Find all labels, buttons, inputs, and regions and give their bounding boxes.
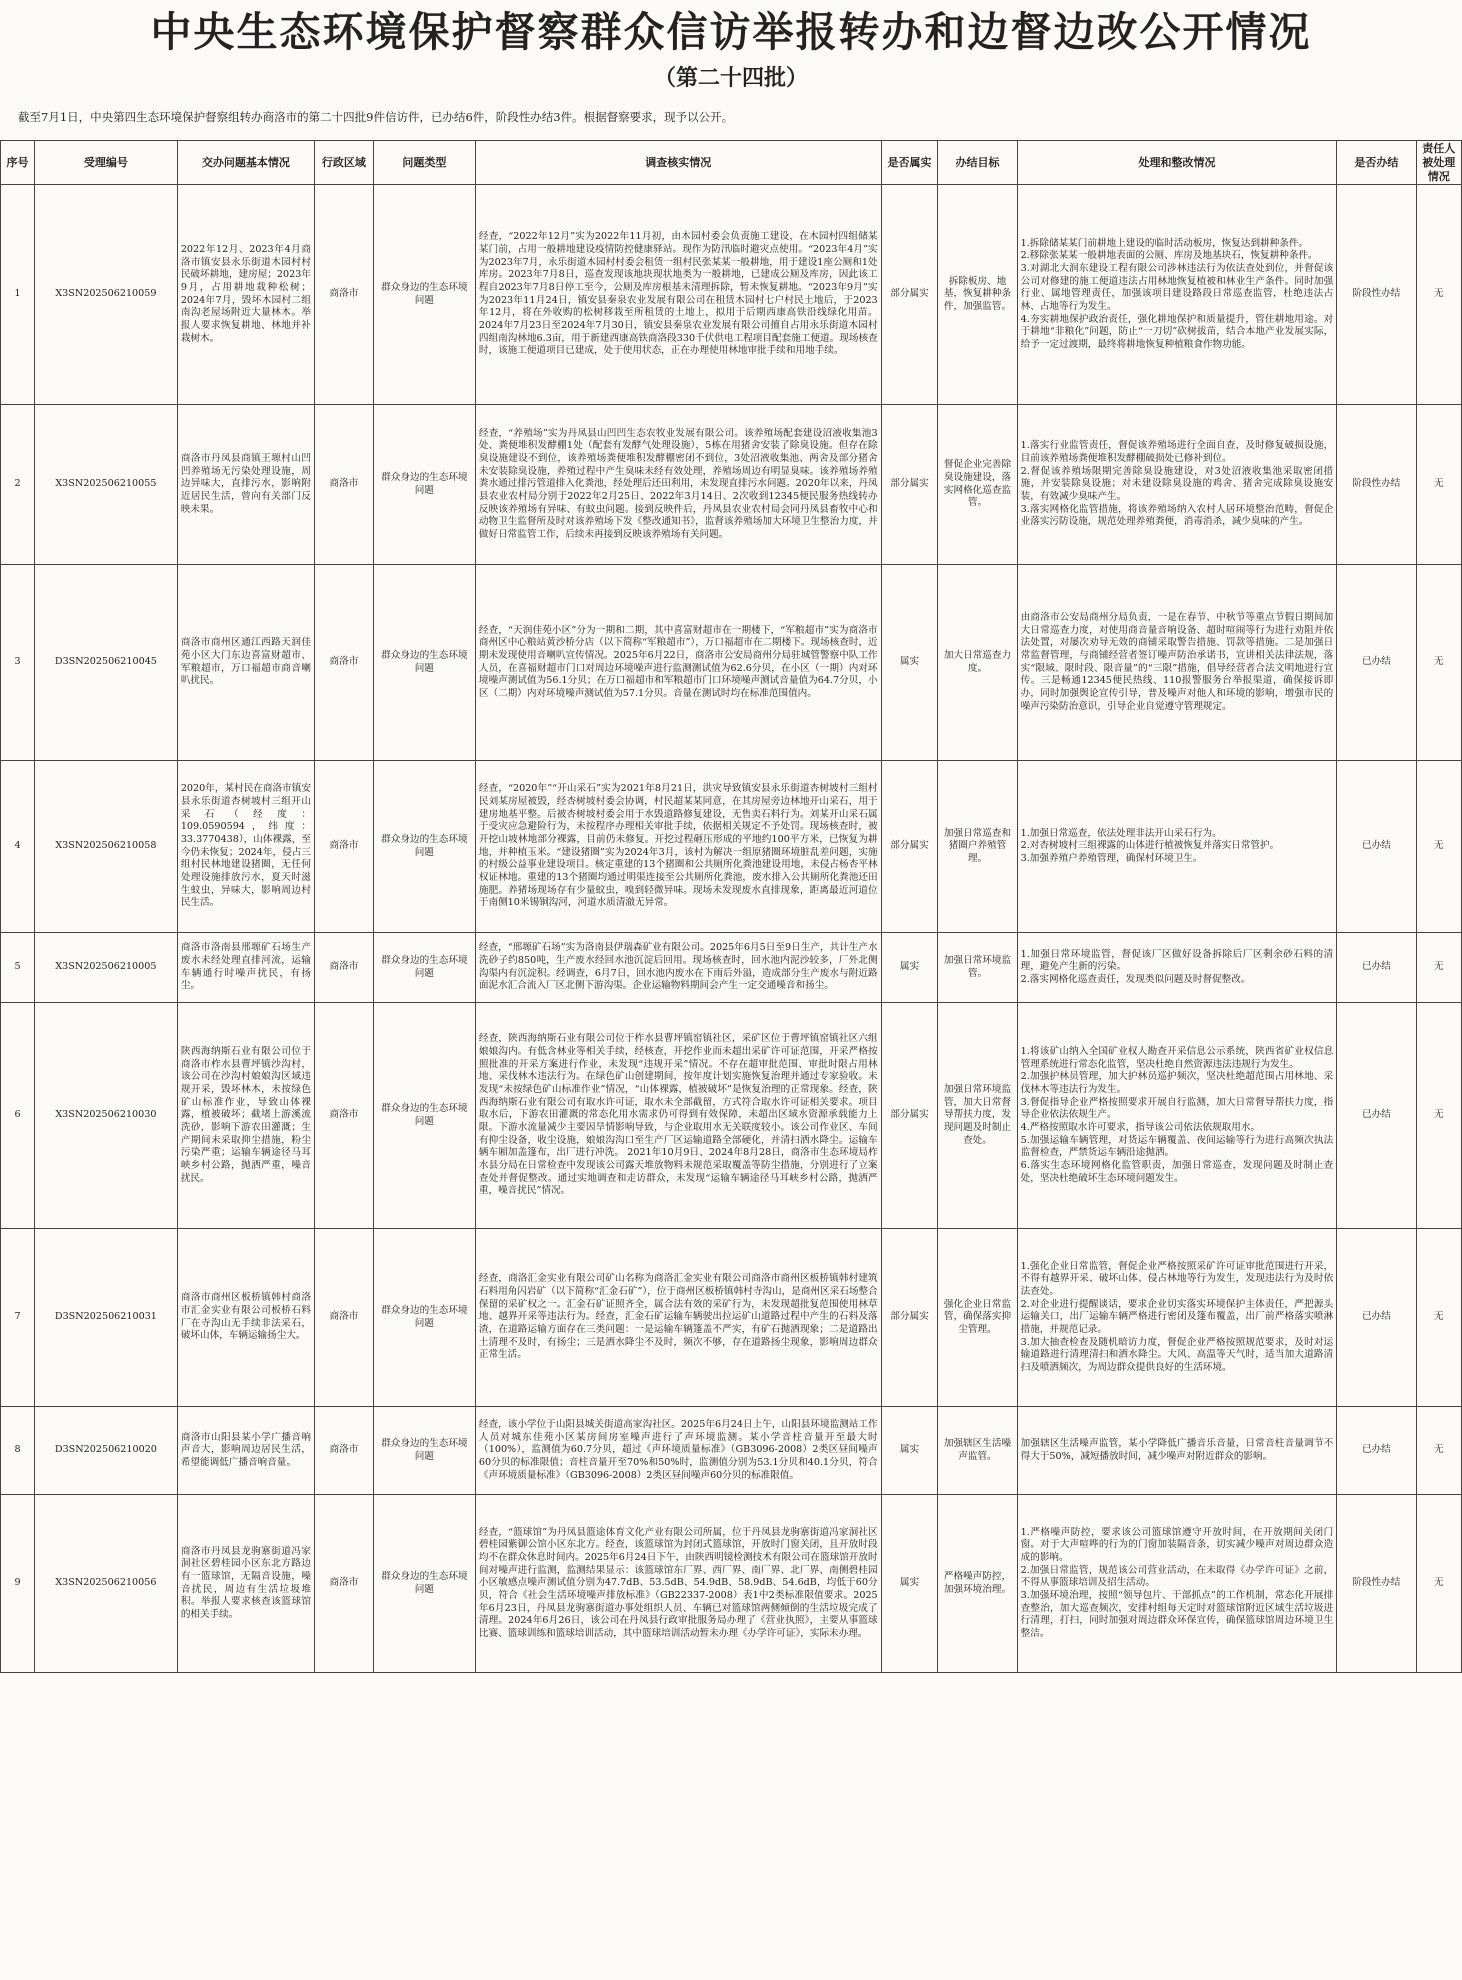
cell-id: D3SN202506210045 <box>35 565 178 761</box>
cell-person: 无 <box>1416 405 1461 565</box>
cell-type: 群众身边的生态环境问题 <box>373 1495 475 1673</box>
cell-goal: 拆除板房、地基，恢复耕种条件，加强监管。 <box>938 185 1017 405</box>
cell-goal: 加强日常环境监管。 <box>938 933 1017 1003</box>
header-type: 问题类型 <box>373 141 475 185</box>
cell-goal: 加大日常巡查力度。 <box>938 565 1017 761</box>
cell-goal: 严格噪声防控，加强环境治理。 <box>938 1495 1017 1673</box>
cell-person: 无 <box>1416 761 1461 933</box>
intro-text: 截至7月1日，中央第四生态环境保护督察组转办商洛市的第二十四批9件信访件，已办结6件，阶段性办结3件。根据督察要求，现予以公开。 <box>18 110 734 124</box>
cell-true: 部分属实 <box>881 185 938 405</box>
table-row <box>1 405 1462 565</box>
cell-id: X3SN202506210059 <box>35 185 178 405</box>
cell-issue: 商洛市商州区通江西路天润佳苑小区大门东边喜富财超市、军粮超市，万口福超市商音喇叭扰民。 <box>177 565 314 761</box>
cell-issue: 商洛市商州区板桥镇韩村商洛市汇金实业有限公司板桥石料厂在寺沟山无手续非法采石，破坏山体，车辆运输扬尘大。 <box>177 1229 314 1407</box>
cell-no: 3 <box>1 565 35 761</box>
cell-true: 部分属实 <box>881 1003 938 1229</box>
cell-finding: 经查，“2020年”“开山采石”实为2021年8月21日，洪灾导致镇安县永乐街道杏树坡村三组村民刘某房屋被毁，经杏树坡村委会协调，村民超某某同意，在其房屋旁边林地开山采石，用于建房地基平整。后被杏树坡村委会用于水毁道路修复建设，无售卖石料行为。刘某开山采石属于受灾应急避险行为，未按程序办理相关审批手续，依据相关规定不予处罚。现场核查时，被开挖山坡林地部分裸露，目前仍未修复。开挖过程砸压形成的平地约100平方米，已恢复为耕地，并种植玉米。“建设猪圈”实为2024年3月，该村为解决一组原猪圈环境脏乱差问题，实施的村级公益事业建设项目。核定重建的13个猪圈和公共厕所化粪池建设用地，未侵占杨杏平林权证林地。重建的13个猪圈均通过明渠连接至公共厕所化粪池，废水排入公共厕所化粪池还田施肥。养猪场现场存有少量蚊虫，嗅到轻微异味。现场未发现废水直排现象，距离最近河道位于南侧10米锡铜沟河，河道水质清澈无异常。 <box>475 761 881 933</box>
cell-finding: 经查，“篮球馆”为丹凤县篮途体育文化产业有限公司所属，位于丹凤县龙驹寨街道冯家洞社区碧桂园紫御公馆小区东北方。经查，该篮球馆为封闭式篮球馆，开放时门窗关闭，且开放时段均不在群众休息时间内。2025年6月24日下午，由陕西明镜检测技术有限公司在篮球馆开放时间对噪声进行监测，监测结果显示：该篮球馆东厂界、西厂界、南厂界、北厂界、南侧碧桂园小区敏感点噪声测试值分别为47.7dB、53.5dB、54.9dB、58.9dB、54.6dB，均低于60分贝，符合《社会生活环境噪声排放标准》（GB22337-2008）表1中2类标准限值要求。2025年6月23日，丹凤县龙驹寨街道办事处组织人员、车辆已对篮球馆两侧倾倒的生活垃圾完成了清理。2024年6月26日，该公司在丹凤县行政审批服务局办理了《营业执照》，主要从事篮球比赛、篮球训练和篮球培训活动，其中篮球培训活动暂未办理《办学许可证》，实际未办理。 <box>475 1495 881 1673</box>
cell-goal: 督促企业完善除臭设施建设，落实网格化巡查监管。 <box>938 405 1017 565</box>
header-action: 处理和整改情况 <box>1017 141 1337 185</box>
cell-no: 6 <box>1 1003 35 1229</box>
header-person: 责任人被处理情况 <box>1416 141 1461 185</box>
cell-issue: 商洛市山阳县某小学广播音响声音大，影响周边居民生活，希望能调低广播音响音量。 <box>177 1407 314 1495</box>
header-done: 是否办结 <box>1337 141 1416 185</box>
cell-region: 商洛市 <box>314 761 373 933</box>
table-row <box>1 1407 1462 1495</box>
cell-goal: 加强日常环境监管，加大日常督导帮扶力度，发现问题及时制止查处。 <box>938 1003 1017 1229</box>
header-id: 受理编号 <box>35 141 178 185</box>
cell-done: 阶段性办结 <box>1337 1495 1416 1673</box>
complaints-table <box>0 140 1462 1673</box>
table-row <box>1 933 1462 1003</box>
cell-region: 商洛市 <box>314 405 373 565</box>
cell-done: 已办结 <box>1337 761 1416 933</box>
cell-person: 无 <box>1416 933 1461 1003</box>
cell-done: 阶段性办结 <box>1337 405 1416 565</box>
cell-issue: 商洛市洛南县邢塬矿石场生产废水未经处理直排河流，运输车辆通行时噪声扰民，有扬尘。 <box>177 933 314 1003</box>
cell-finding: 经查，商洛汇金实业有限公司矿山名称为商洛汇金实业有限公司商洛市商州区板桥镇韩村建筑石料用角闪岩矿（以下简称“汇金石矿”），位于商州区板桥镇韩村寺沟山，是商州区采石场整合保留的采矿权之一。汇金石矿证照齐全，属合法有效的采矿行为，未发现超批复范围使用林草地、越界开采等违法行为。经查，汇金石矿运输车辆驶出拉运矿山道路过程中产生的石料及落渣，在道路运输方面存在三类问题：一是运输车辆篷盖不严实，有矿石抛洒现象；二是道路出土清理不及时，有扬尘；三是洒水降尘不及时，频次不够，存在道路扬尘现象，影响周边群众正常生活。 <box>475 1229 881 1407</box>
cell-type: 群众身边的生态环境问题 <box>373 565 475 761</box>
cell-action: 1.严格噪声防控，要求该公司篮球馆遵守开放时间，在开放期间关闭门窗。对于大声喧哗的行为的门窗加装隔音条，切实减少噪声对周边群众造成的影响。 2.加强日常监管，规范该公司营业活动，在未取得《办学许可证》之前，不得从事篮球培训及招生活动。 3.加强环境治理，按照“领导包片、干部抓点”的工作机制，常态化开展排查整治，加大巡查频次，安排村组每天定时对篮球馆附近区域生活垃圾进行清理，打扫，同时加强对周边群众环保宣传，确保篮球馆周边环境卫生整洁。 <box>1017 1495 1337 1673</box>
cell-finding: 经查，陕西海纳斯石业有限公司位于柞水县曹坪镇窑镇社区，采矿区位于曹坪镇窑镇社区六组娘娘沟内。有低含林业等相关手续，经核查，开挖作业而未超出采矿许可证范围，开采严格按照批准的开采方案进行作业，未发现“违规开采”情况。不存在超审批范围、审批时限占用林地、采伐林木违法行为。在绿色矿山创建期间，按年度计划实施恢复治理并通过专家验收。未发现“未按绿色矿山标准作业”情况，“山体裸露，植被破坏”是恢复治理的正常现象。经查，陕西海纳斯石业有限公司有取水许可证，取水未全部截留，方式符合取水许可证相关要求。项目取水后，下游农田灌溉的常态化用水需求仍可得到有效保障，未超出区域水资源承载能力上限。下游水流量减少主要因旱情影响导致，与企业取用水无关联度较小。该公司作业区、车间有抑尘设备，收尘设施，娘娘沟沟口至生产厂区运输道路全部硬化，并清扫洒水降尘。运输车辆车厢加盖篷布，出厂进行冲洗。 2021年10月9日、2024年8月28日，商洛市生态环境局柞水县分局在日常检查中发现该公司露天堆放物料未规范采取覆盖等防尘措施，分别进行了立案查处并督促整改。通过实地调查和走访群众，未发现“运输车辆途径马耳峡乡村公路，抛洒严重，噪音扰民”情况。 <box>475 1003 881 1229</box>
cell-type: 群众身边的生态环境问题 <box>373 405 475 565</box>
cell-person: 无 <box>1416 565 1461 761</box>
table-body <box>1 185 1462 1673</box>
cell-goal: 加强日常巡查和猪圈户养殖管理。 <box>938 761 1017 933</box>
cell-action: 1.强化企业日常监管，督促企业严格按照采矿许可证审批范围进行开采，不得有越界开采、破坏山体、侵占林地等行为发生，发现违法行为及时依法查处。 2.对企业进行提醒谈话，要求企业切实落实环境保护主体责任，严把源头运输关口，出厂运输车辆严格进行密闭及篷布覆盖，出厂前严格落实喷淋措施，并规范记录。 3.加大抽查检查及随机暗访力度，督促企业严格按照规范要求，及时对运输道路进行清理清扫和洒水降尘。大风、高温等天气时，适当加大道路清扫及喷洒频次，为周边群众提供良好的生活环境。 <box>1017 1229 1337 1407</box>
cell-done: 已办结 <box>1337 1407 1416 1495</box>
cell-done: 已办结 <box>1337 933 1416 1003</box>
cell-done: 阶段性办结 <box>1337 185 1416 405</box>
cell-action: 加强辖区生活噪声监管，某小学降低广播音乐音量，日常音柱音量调节不得大于50%，减短播放时间，减少噪声对附近群众的影响。 <box>1017 1407 1337 1495</box>
cell-issue: 陕西海纳斯石业有限公司位于商洛市柞水县曹坪镇沙沟村，该公司在沙沟村娘娘沟区域违规开采，毁坏林木，未按绿色矿山标准作业，导致山体裸露，植被破坏；截堵上游溪流洗砂，影响下游农田灌溉；生产期间未采取抑尘措施，粉尘污染严重；运输车辆途径马耳峡乡村公路，抛洒严重，噪音扰民。 <box>177 1003 314 1229</box>
cell-person: 无 <box>1416 1003 1461 1229</box>
cell-action: 1.加强日常环境监管，督促该厂区做好设备拆除后厂区剩余砂石料的清理，避免产生新的污染。 2.落实网格化巡查责任，发现类似问题及时督促整改。 <box>1017 933 1337 1003</box>
cell-type: 群众身边的生态环境问题 <box>373 1407 475 1495</box>
cell-goal: 加强辖区生活噪声监管。 <box>938 1407 1017 1495</box>
cell-id: X3SN202506210030 <box>35 1003 178 1229</box>
table-row <box>1 1495 1462 1673</box>
cell-true: 部分属实 <box>881 405 938 565</box>
cell-finding: 经查，“天润佳苑小区”分为一期和二期，其中喜富财超市在一期楼下，“军粮超市”实为商洛市商州区中心粮站黄沙桥分店（以下简称“军粮超市”），万口福超市在二期楼下。现场核查时，近期未发现使用音喇叭宣传情况。2025年6月22日，商洛市公安局商州分局驻城管警察中队工作人员，在喜福财超市门口对周边环境噪声进行监测测试值为62.6分贝，在小区（一期）内对环境噪声测试值为56.1分贝；在万口福超市和军粮超市门口环境噪声测试音量值为64.7分贝，小区（二期）内对环境噪声测试值为57.1分贝。音量在测试时均在标准范围值内。 <box>475 565 881 761</box>
cell-goal: 强化企业日常监管，确保落实抑尘管理。 <box>938 1229 1017 1407</box>
cell-true: 部分属实 <box>881 761 938 933</box>
table-row <box>1 1003 1462 1229</box>
table-row <box>1 1229 1462 1407</box>
cell-no: 8 <box>1 1407 35 1495</box>
cell-id: D3SN202506210031 <box>35 1229 178 1407</box>
header-true: 是否属实 <box>881 141 938 185</box>
cell-type: 群众身边的生态环境问题 <box>373 933 475 1003</box>
cell-action: 1.将该矿山纳入全国矿业权人勘查开采信息公示系统，陕西省矿业权信息管理系统进行常态化监管，坚决杜绝自然资源违法违规行为发生。 2.加强护林员管理，加大护林员巡护频次，坚决杜绝超范围占用林地、采伐林木等违法行为发生。 3.督促指导企业严格按照要求开展自行监测，加大日常督导帮扶力度，指导企业依法依规生产。 4.严格按照取水许可要求，指导该公司依法依规取用水。 5.加强运输车辆管理，对货运车辆覆盖、夜间运输等行为进行高频次执法监督检查，严禁货运车辆沿途抛洒。 6.落实生态环境网格化监管职责，加强日常巡查，发现问题及时制止查处，坚决杜绝破坏生态环境问题发生。 <box>1017 1003 1337 1229</box>
cell-no: 1 <box>1 185 35 405</box>
cell-no: 2 <box>1 405 35 565</box>
cell-finding: 经查，“2022年12月”实为2022年11月初，由木园村委会负责施工建设，在木园村四组储某某门前，占用一般耕地建设疫情防控健康驿站。现作为防汛临时避灾点使用。“2023年4月”实为2023年7月，永乐街道木园村村委会租赁一组村民张某某一般耕地，用于建设1座公厕和1处库房。2023年7月8日，巡查发现该地块现状地类为一般耕地，已建成公厕及库房，因此该工程自2023年7月8日停工至今，公厕及库房根基未清理拆除，暂未恢复耕地。“2023年9月”实为2023年11月24日，镇安县秦泉农业发展有限公司在租赁木园村七户村民土地后，于2023年12月，将在外收购的松树移栽至所租赁的土地上，拟用于后期西康高铁沿线绿化用苗。2024年7月23日至2024年7月30日，镇安县秦泉农业发展有限公司擅自占用永乐街道木园村四组南沟林地6.3亩，用于新建西康高铁商洛段330千伏供电工程项目配套施工便道。现场核查时，该施工便道项目已建成，处于使用状态，正在办理使用林地审批手续和用地手续。 <box>475 185 881 405</box>
table-row <box>1 761 1462 933</box>
cell-action: 1.加强日常巡查，依法处理非法开山采石行为。 2.对杏树坡村三组裸露的山体进行植被恢复并落实日常管护。 3.加强养殖户养殖管理，确保村环境卫生。 <box>1017 761 1337 933</box>
cell-action: 1.拆除储某某门前耕地上建设的临时活动板房，恢复达到耕种条件。 2.移除张某某一般耕地表面的公厕、库房及地基块石，恢复耕种条件。 3.对湖北大润东建设工程有限公司涉林违法行为依法查处到位，并督促该公司对修建的施工便道违法占用林地恢复植被和林业生产条件。同时加强行业、属地管理责任，加强该项目建设路段日常巡查监管，杜绝违法占林、占地等行为发生。 4.夯实耕地保护政治责任，强化耕地保护和质量提升，管住耕地用途。对于耕地“非粮化”问题，防止“一刀切”砍树拔苗，结合本地产业发展实际，给予一定过渡期，最终将耕地恢复种植粮食作物功能。 <box>1017 185 1337 405</box>
cell-true: 属实 <box>881 565 938 761</box>
cell-id: X3SN202506210055 <box>35 405 178 565</box>
cell-finding: 经查，“养殖场”实为丹凤县山凹凹生态农牧业发展有限公司。该养殖场配套建设沼液收集池3处、粪便堆积发酵棚1处（配套有发酵气处理设施），5栋在用猪舍安装了除臭设施。但存在除臭设施建设不到位，该养殖场粪便堆积发酵棚密闭不到位，3处沼液收集池、两舍及部分猪舍未安装除臭设施，养殖过程中产生臭味未经有效处理，养殖场周边有明显臭味。该养殖场养殖粪水通过排污管道排入化粪池，经处理后还田利用，未发现直排污水问题。2020年以来，丹凤县农业农村局分别于2022年2月25日、2022年3月14日、2次收到12345便民服务热线转办反映该养殖场有异味、有蚊虫问题。接到反映件后，丹凤县农业农村局会同丹凤县畜牧中心和动物卫生监督所及时对该养殖场下发《整改通知书》，监督该养殖场加大环境卫生整治力度，并做好日常监管工作，后续未再接到反映该养殖场有关问题。 <box>475 405 881 565</box>
cell-true: 属实 <box>881 1407 938 1495</box>
cell-id: X3SN202506210056 <box>35 1495 178 1673</box>
cell-no: 5 <box>1 933 35 1003</box>
cell-finding: 经查，“邢塬矿石场”实为洛南县伊瑞森矿业有限公司。2025年6月5日至9日生产，共计生产水洗砂子约850吨，生产废水经回水池沉淀后回用。现场核查时，回水池内泥沙较多，厂外北侧沟渠内有沉淀积。经调查，6月7日，回水池内废水在下雨后外溢，造成部分生产废水与附近路面泥水汇合流入厂区北侧下游沟渠。企业运输物料期间会产生一定交通噪音和扬尘。 <box>475 933 881 1003</box>
table-row <box>1 185 1462 405</box>
cell-true: 属实 <box>881 1495 938 1673</box>
cell-done: 已办结 <box>1337 1003 1416 1229</box>
cell-region: 商洛市 <box>314 933 373 1003</box>
cell-region: 商洛市 <box>314 1495 373 1673</box>
cell-type: 群众身边的生态环境问题 <box>373 185 475 405</box>
cell-type: 群众身边的生态环境问题 <box>373 1003 475 1229</box>
cell-region: 商洛市 <box>314 1229 373 1407</box>
cell-true: 属实 <box>881 933 938 1003</box>
cell-region: 商洛市 <box>314 185 373 405</box>
header-region: 行政区域 <box>314 141 373 185</box>
cell-issue: 2020年，某村民在商洛市镇安县永乐街道杏树坡村三组开山采石（经度：109.0590594，纬度：33.3770438），山体裸露，至今仍未恢复；2024年，侵占三组村民林地建设猪圈，无任何处理设施排放污水，夏天时滋生蚊虫，异味大，影响周边村民生活。 <box>177 761 314 933</box>
cell-id: X3SN202506210005 <box>35 933 178 1003</box>
cell-issue: 商洛市丹凤县龙驹寨街道冯家洞社区碧桂园小区东北方路边有一篮球馆，无隔音设施，噪音扰民，周边有生活垃圾堆积。举报人要求核查该篮球馆的相关手续。 <box>177 1495 314 1673</box>
cell-id: X3SN202506210058 <box>35 761 178 933</box>
cell-person: 无 <box>1416 1229 1461 1407</box>
table-row <box>1 565 1462 761</box>
header-issue: 交办问题基本情况 <box>177 141 314 185</box>
cell-person: 无 <box>1416 185 1461 405</box>
header-goal: 办结目标 <box>938 141 1017 185</box>
cell-type: 群众身边的生态环境问题 <box>373 761 475 933</box>
cell-person: 无 <box>1416 1495 1461 1673</box>
cell-done: 已办结 <box>1337 565 1416 761</box>
cell-region: 商洛市 <box>314 1407 373 1495</box>
document-subtitle: （第二十四批） <box>653 65 808 91</box>
document-title: 中央生态环境保护督察群众信访举报转办和边督边改公开情况 <box>150 8 1312 56</box>
header-finding: 调查核实情况 <box>475 141 881 185</box>
cell-done: 已办结 <box>1337 1229 1416 1407</box>
cell-no: 4 <box>1 761 35 933</box>
cell-true: 部分属实 <box>881 1229 938 1407</box>
cell-region: 商洛市 <box>314 565 373 761</box>
cell-finding: 经查，该小学位于山阳县城关街道高家沟社区。2025年6月24日上午，山阳县环境监测站工作人员对城东佳苑小区某房间房室噪声进行了声环境监测。某小学音柱音量开至最大时（100%），监测值为60.7分贝，超过《声环境质量标准》（GB3096-2008）2类区昼间噪声60分贝的标准限值；音柱音量开至70%和50%时，监测值分别为53.1分贝和40.1分贝，符合《声环境质量标准》（GB3096-2008）2类区昼间噪声60分贝的标准限值。 <box>475 1407 881 1495</box>
cell-region: 商洛市 <box>314 1003 373 1229</box>
table-header-row <box>1 141 1462 185</box>
cell-person: 无 <box>1416 1407 1461 1495</box>
cell-issue: 2022年12月、2023年4月商洛市镇安县永乐街道木园村村民破坏耕地，建房屋；2023年9月，占用耕地栽种松树；2024年7月，毁坏木园村二组南沟老屋场附近大量林木。举报人要求恢复耕地、林地并补栽树木。 <box>177 185 314 405</box>
header-no: 序号 <box>1 141 35 185</box>
cell-no: 9 <box>1 1495 35 1673</box>
cell-type: 群众身边的生态环境问题 <box>373 1229 475 1407</box>
cell-no: 7 <box>1 1229 35 1407</box>
cell-issue: 商洛市丹凤县商镇王塬村山凹凹养殖场无污染处理设施，周边异味大，直排污水，影响附近居民生活，曾向有关部门反映未果。 <box>177 405 314 565</box>
cell-id: D3SN202506210020 <box>35 1407 178 1495</box>
cell-action: 由商洛市公安局商州分局负责，一是在春节、中秋节等重点节假日期间加大日常巡查力度，对使用商音量音响设备、超时喧闹等行为进行劝阻并依法处置，对屡次劝导无效的商铺采取警告措施、罚款等措施。二是加强日常监督管理，与商铺经营者签订噪声防治承诺书，宣讲相关法律法规，落实“限域、限时段、限音量”的“三限”措施，倡导经营者合法文明地进行宣传。三是畅通12345便民热线、110报警服务台举报渠道，确保接诉即办，同时加强舆论宣传引导，普及噪声对他人和环境的影响，增强市民的噪声污染防治意识，引导企业自觉遵守管理规定。 <box>1017 565 1337 761</box>
cell-action: 1.落实行业监管责任，督促该养殖场进行全面自查，及时修复破损设施，目前该养殖场粪便堆积发酵棚破损处已修补到位。 2.督促该养殖场限期完善除臭设施建设，对3处沼液收集池采取密闭措施，并安装除臭设施；对未建设除臭设施的鸡舍、猪舍完成除臭设施安装，有效减少臭味产生。 3.落实网格化监管措施，将该养殖场纳入农村人居环境整治范畴，督促企业落实污防设施，规范处理养殖粪便，消毒消杀，减少臭味的产生。 <box>1017 405 1337 565</box>
